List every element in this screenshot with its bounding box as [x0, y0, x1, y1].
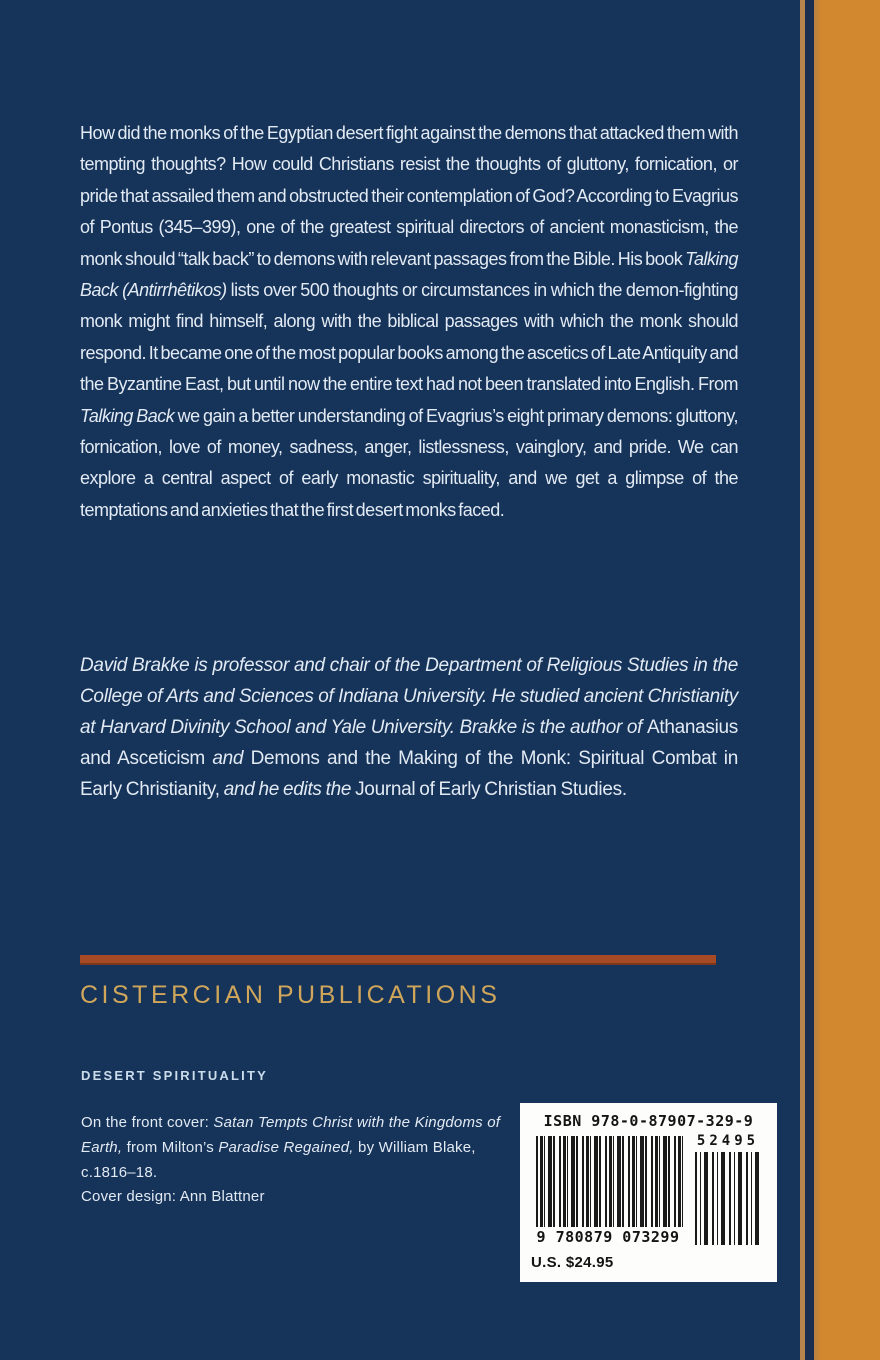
price-label: U.S. $24.95	[531, 1254, 614, 1271]
isbn-label: ISBN 978-0-87907-329-9	[543, 1112, 754, 1130]
barcode-addon-digits: 52495	[696, 1133, 760, 1149]
barcode-panel	[520, 1103, 777, 1282]
barcode-main-bars	[536, 1136, 683, 1233]
front-cover-credit: On the front cover: Satan Tempts Christ with the Kingdoms of Earth, from Milton’s Paradise Regained, by William Blake, c.1816–18.	[81, 1114, 501, 1181]
spine-stripe-dark	[805, 0, 814, 1360]
barcode-addon-bars	[695, 1152, 762, 1245]
synopsis-paragraph: How did the monks of the Egyptian desert fight against the demons that attacked them with tempting thoughts? How could Christians resist the thoughts of gluttony, fornication, or pride that assailed them and obstructed their contemplation of God? According to Evagrius of Pontus (345–399), one of the greatest spiritual directors of ancient monasticism, the monk should “talk back” to demons with relevant passages from the Bible. His book Talking Back (Antirrhêtikos) lists over 500 thoughts or circumstances in which the demon-fighting monk might find himself, along with the biblical passages with which the monk should respond. It became one of the most popular books among the ascetics of Late Antiquity and the Byzantine East, but until now the entire text had not been translated into English. From Talking Back we gain a better understanding of Evagrius’s eight primary demons: gluttony, fornication, love of money, sadness, anger, listlessness, vainglory, and pride. We can explore a central aspect of early monastic spirituality, and we get a glimpse of the temptations and anxieties that the first desert monks faced.	[80, 123, 738, 520]
series-label: DESERT SPIRITUALITY	[81, 1068, 268, 1083]
barcode-ean-digits: 9 780879 073299	[524, 1227, 692, 1248]
author-bio-paragraph: David Brakke is professor and chair of the Department of Religious Studies in the College of Arts and Sciences of Indiana University. He studied ancient Christianity at Harvard Divinity School and Yale University. Brakke is the author of Athanasius and Asceticism and Demons and the Making of the Monk: Spiritual Combat in Early Christianity, and he edits the Journal of Early Christian Studies.	[80, 655, 738, 800]
design-credit: Cover design: Ann Blattner	[81, 1188, 265, 1205]
spine-orange-panel	[814, 0, 880, 1360]
publisher-name: CISTERCIAN PUBLICATIONS	[80, 981, 501, 1009]
divider-rule	[80, 955, 716, 965]
